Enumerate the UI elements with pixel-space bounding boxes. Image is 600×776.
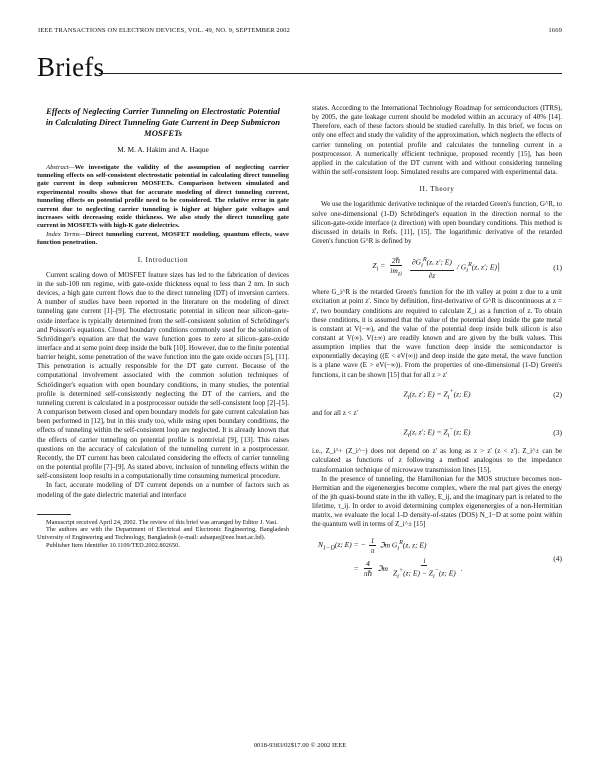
equation-1: $Z_i$ = $\frac{\text{2ℏ}}{im_{zi}}$ $\frac{\partial G_i^R(z, z'; E)}{\partial z}$ / $G_i^R(z$, z′; E)│ (1): [372, 255, 562, 280]
index-terms-label: Index Terms—: [46, 230, 86, 238]
theory-paragraph-4: In the presence of tunneling, the Hamiltonian for the MOS structure becomes non-Hermitian and the eigenenergies become complex, where the real part gives the energy of the jth quasi-bound state in the ith valley, E_ij, and the imaginary part is related to the lifetime, τ_ij. In order to avoid determining complex eigenenergies of a non-Hermitian matrix, we evaluate the local 1-D density-of-states (DOS) N_1−D at some point within the quantum well in terms of Z_i^± [15]: [312, 474, 562, 529]
theory-paragraph-2: where G_i^R is the retarded Green's function for the ith valley at point z due to a unit excitation at point z'. Since by definition, first-derivative of G^R is discontinuous at z = z', two boundary conditions are required to calculate Z_i as a function of z. To obtain these conditions, it is assumed that the value of the potential deep inside the gate metal is constant at V(−∞), and the value of the potential deep inside bulk silicon is also constant at V(∞). V(±∞) are readily known and are given by the bulk values. This assumption implies that the wave function deep inside the semiconductor is exponentially decaying ((E < eV(∞)) and deep inside the gate metal, the wave function is a plane wave (E > eV(−∞)). From the properties of one-dimensional (1-D) Green's functions, it can be shown [15] that for all z > z': [312, 288, 562, 379]
page-number: 1669: [548, 27, 562, 34]
intro-paragraph-2: In fact, accurate modeling of DT current depends on a number of factors such as modeling of the gate dielectric material and interface: [37, 481, 289, 499]
section-title: Briefs: [37, 52, 105, 82]
footnote-rule: [37, 514, 71, 515]
index-terms-text: Direct tunneling current, MOSFET modeling, quantum effects, wave function penetration.: [37, 230, 289, 247]
equation-3-number: (3): [553, 428, 562, 438]
equation-1-number: (1): [553, 262, 562, 272]
header-rule: [99, 73, 562, 74]
theory-paragraph-3: i.e., Z_i^+ (Z_i^−) does not depend on z' as long as z > z' (z < z'). Z_i^± can be calculated as functions of z following a method analogous to the impedance transformation technique of microwave transmission lines [15].: [312, 447, 562, 474]
theory-paragraph-1: We use the logarithmic derivative technique of the retarded Green's function, G^R, to solve one-dimensional (1-D) Schrödinger's equation in the direction normal to the silicon-gate-oxide interface (z direction) with open boundary conditions. This method is discussed in details in Refs. [11], [15]. The logarithmic derivative of the retarded Green's function G^R is defined by: [312, 200, 562, 246]
running-header: [38, 27, 562, 34]
abstract: [37, 164, 289, 231]
intro-heading: I. Introduction: [137, 255, 189, 264]
footnote-received: Manuscript received April 24, 2002. The review of this brief was arranged by Editor J. Vasi.: [46, 518, 278, 526]
right-column: [312, 104, 562, 588]
intro-paragraph-1: Current scaling down of MOSFET feature sizes has led to the fabrication of devices in the sub-100 nm regime, with gate-oxide thickness equal to less than 2 nm. In such devices, a high gate current flows due to the direct tunneling (DT) of inversion carriers. A number of studies have been reported in the literature on the modeling of direct tunneling gate current [1]–[9]. The electrostatic potential in silicon near silicon–gate-oxide interface is typically determined from the self-consistent solution of Schrödinger's and Poisson's equations. Closed boundary conditions commonly used for the solution of Schrödinger's equation are that the wave function goes to zero at silicon–gate-oxide interface and at some point deep inside the bulk [10]. However, due to the finite potential barrier height, some penetration of the wave function into the gate oxide occurs [5], [11]. This penetration is actually responsible for the DT gate current. Because of the computational involvement associated with the common solution techniques of Schrödinger's equation with open boundary conditions, in many studies, the potential profile is determined self-consistently neglecting the DT of the carriers, and the tunneling current is calculated in a postprocessor outside the self-consistent loop [2]–[5]. A comparison between closed and open boundary models for gate current calculation has been performed in [12], but in this study too, while using open boundary conditions, the effects of tunneling within the self-consistent loop are neglected. It is already known that the effects of carrier tunneling on potential profile is nontrivial [9], [13]. This raises questions on the accuracy of calculation of the tunneling current in a postprocessor. Recently, the DT current has been calculated considering the effects of carrier tunneling on the potential profile [7]–[9]. As stated above, inclusion of tunneling effects within the self-consistent loop results in a computationally time consuming numerical procedure.: [37, 270, 289, 481]
equation-4: $N_{1-D}(z$; E) = − $\frac{1}{\pi}$ ℑm $G_i^R(z$, z; E) = $\frac{4}{\text{πℏ}}$ ℑm $\frac{i}{Z_i^+(z; E) - Z_i^-(z; E)}$ . (4): [318, 536, 562, 580]
and-for-all-text: and for all z < z': [312, 408, 358, 417]
footnote-affiliation: The authors are with the Department of Electrical and Electronic Engineering, Bangladesh University of Engineering and Technology, Bangladesh (e-mail: ashaque@eee.buet.ac.bd).: [37, 526, 289, 542]
abstract-label: Abstract—: [46, 163, 75, 171]
continued-paragraph: states. According to the International Technology Roadmap for semiconductors (ITRS), by 2005, the gate leakage current should be modeled within an accuracy of 40% [14]. Therefore, each of these factors should be studied carefully. In this brief, we focus on only one effect and study the validity of the approximation, which neglects the effects of carrier tunneling on potential profile and calculates the tunneling current in a postprocessor. A numerically efficient technique, proposed recently [15], has been applied in the calculation of the DT current with and without considering tunneling within the self-consistent loop. Simulated results are compared with experimental data.: [312, 104, 562, 177]
theory-heading: II. Theory: [419, 185, 455, 194]
copyright-footer: 0018-9383/02$17.00 © 2002 IEEE: [253, 742, 347, 749]
abstract-text: We investigate the validity of the assumption of neglecting carrier tunneling effects on self-consistent electrostatic potential in calculating direct tunneling gate current in deep submicron MOSFETs. Comparison between simulated and experimental results shows that for accurate modeling of direct tunneling current, tunneling effects on potential profile need to be considered. The relative error in gate current due to neglecting carrier tunneling is higher at higher gate voltages and increases with decreasing oxide thickness. We also study the direct tunneling gate current in MOSFETs with high-K gate dielectrics.: [37, 163, 289, 230]
equation-4-number: (4): [553, 554, 562, 564]
equation-2-number: (2): [553, 389, 562, 399]
article-title: Effects of Neglecting Carrier Tunneling on Electrostatic Potential in Calculating Direct Tunneling Gate Current in Deep Submicron MOSFETs: [45, 106, 281, 138]
index-terms: [37, 231, 289, 248]
footnote-identifier: Publisher Item Identifier 10.1109/TED.2002.802650.: [46, 542, 180, 550]
journal-citation: IEEE TRANSACTIONS ON ELECTRON DEVICES, VOL. 49, NO. 9, SEPTEMBER 2002: [38, 27, 290, 34]
left-column: [37, 104, 289, 550]
equation-3: $Z_i(z$, z′; $E) = Z_i^-(z$; E) (3): [403, 426, 562, 440]
article-authors: M. M. A. Hakim and A. Haque: [117, 145, 209, 155]
equation-2: $Z_i(z$, z′; $E) = Z_i^+(z$; E) (2): [403, 387, 562, 401]
